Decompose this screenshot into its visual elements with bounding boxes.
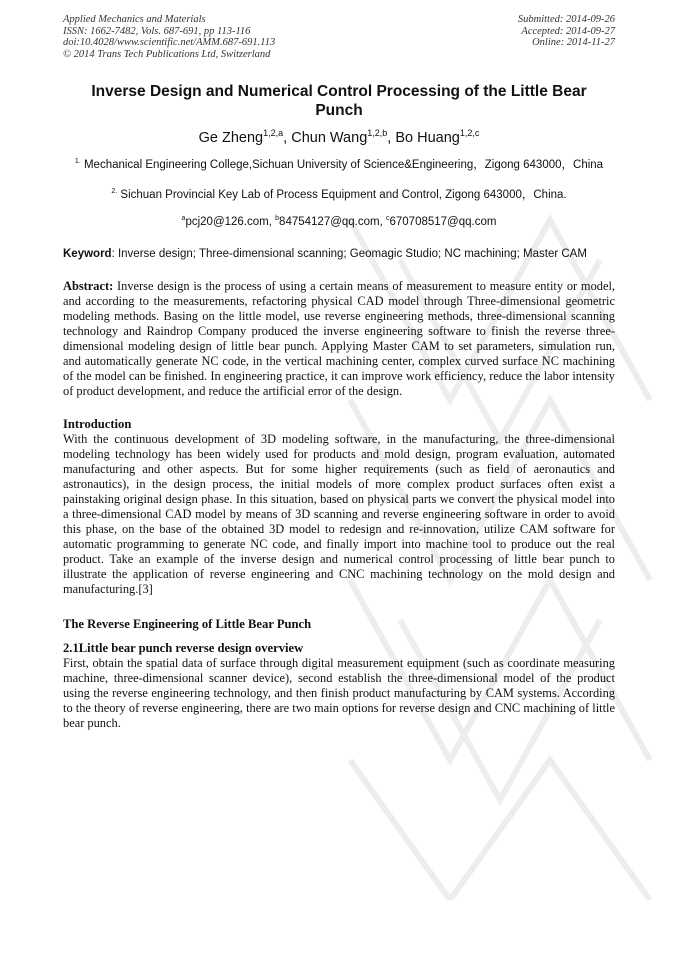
email-mark: b — [275, 215, 280, 223]
email-mark: c — [386, 215, 390, 223]
accepted-date: Accepted: 2014-09-27 — [521, 25, 615, 37]
keywords — [63, 247, 615, 262]
affiliation-text: Mechanical Engineering College,Sichuan University of Science&Engineering，Zigong 643000，China — [83, 158, 604, 171]
section-heading-introduction: Introduction — [63, 417, 132, 432]
subsection-paragraph: First, obtain the spatial data of surface through digital measurement equipment (such as coordinate measuring machine, three-dimensional scanner device), second establish the three-dimensional model of the product using the reverse engineering technology, and then finish product manufacturing by CAM systems. According to the theory of reverse engineering, there are two main options for reverse design and CNC machining of little bear punch. — [63, 656, 615, 731]
online-date: Online: 2014-11-27 — [532, 37, 615, 48]
subsection-heading: 2.1Little bear punch reverse design overview — [63, 641, 304, 656]
section-heading-reverse-engineering: The Reverse Engineering of Little Bear Punch — [63, 617, 312, 632]
author-affiliation-mark: 1,2,b — [367, 128, 388, 138]
author-separator: , — [387, 129, 396, 146]
author-separator: , — [283, 129, 292, 146]
submission-dates — [518, 14, 615, 49]
author-affiliation-mark: 1,2,a — [263, 128, 284, 138]
email-address: 84754127@qq.com, — [279, 216, 383, 229]
author-affiliation-mark: 1,2,c — [459, 128, 480, 138]
email-mark: a — [181, 215, 186, 223]
affiliation-mark: 1. — [74, 157, 81, 165]
keyword-label: Keyword — [63, 248, 112, 261]
abstract-text: Inverse design is the process of using a certain means of measurement to measure entity or model, and according to the measurements, refactoring physical CAD model through Three-dimensional geometric modeling methods. Basing on the little model, use reverse engineering methods, three-dimensional scanning technology and Raindrop Company produced the inverse engineering software to finish the reverse three-dimensional modeling design of little bear punch. Applying Master CAM to set parameters, simulation run, and automatically generate NC code, in the vertical machining center, complex curved surface NC machining of the model can be finished. In engineering practice, it can improve work efficiency, reduce the labor intensity of product development, and reduce the artificial error of the design. — [63, 279, 615, 399]
introduction-paragraph: With the continuous development of 3D modeling software, in the manufacturing, the three-dimensional modeling technology has been widely used for products and mold design, program evaluation, automated manufacturing and other aspects. But for some higher requirements (such as field of aeronautics and astronautics), in the design process, the initial models of more complex product surfaces often exist a painstaking original design phase. In this situation, based on physical parts we convert the physical model into a three-dimensional CAD model by means of 3D scanning and reverse engineering software in order to avoid this phase, on the base of the obtained 3D model to redesign and re-innovation, utilize CAM software for automatic programming to generate NC code, and finally import into machine tool to produce out the real product. Take an example of the inverse design and numerical control processing of little bear punch to illustrate the application of reverse engineering and CNC machining technology on the mold design and manufacturing.[3] — [63, 432, 615, 597]
paper-page — [63, 14, 615, 731]
affiliation-1 — [63, 154, 615, 173]
email-list — [63, 211, 615, 230]
abstract-label: Abstract: — [63, 279, 114, 294]
author-name: Ge Zheng — [198, 129, 264, 146]
keyword-text: : Inverse design; Three-dimensional scanning; Geomagic Studio; NC machining; Master CAM — [111, 248, 587, 261]
author-name: Chun Wang — [291, 129, 368, 146]
journal-name: Applied Mechanics and Materials — [63, 14, 206, 25]
paper-title: Inverse Design and Numerical Control Processing of the Little Bear Punch — [91, 83, 587, 119]
affiliation-2 — [63, 184, 615, 203]
submitted-date: Submitted: 2014-09-26 — [517, 14, 615, 25]
affiliation-text: Sichuan Provincial Key Lab of Process Equipment and Control, Zigong 643000，China. — [120, 188, 567, 201]
journal-info — [63, 14, 275, 60]
affiliation-mark: 2. — [111, 187, 118, 195]
journal-header — [63, 14, 615, 70]
email-address: 670708517@qq.com — [389, 216, 497, 229]
author-name: Bo Huang — [395, 129, 460, 146]
copyright-line: © 2014 Trans Tech Publications Ltd, Switzerland — [63, 48, 271, 60]
issn-line: ISSN: 1662-7482, Vols. 687-691, pp 113-116 — [63, 25, 251, 37]
author-list — [63, 123, 615, 148]
abstract — [63, 279, 615, 399]
email-address: pcj20@126.com, — [185, 216, 272, 229]
doi-line: doi:10.4028/www.scientific.net/AMM.687-691.113 — [63, 37, 276, 48]
